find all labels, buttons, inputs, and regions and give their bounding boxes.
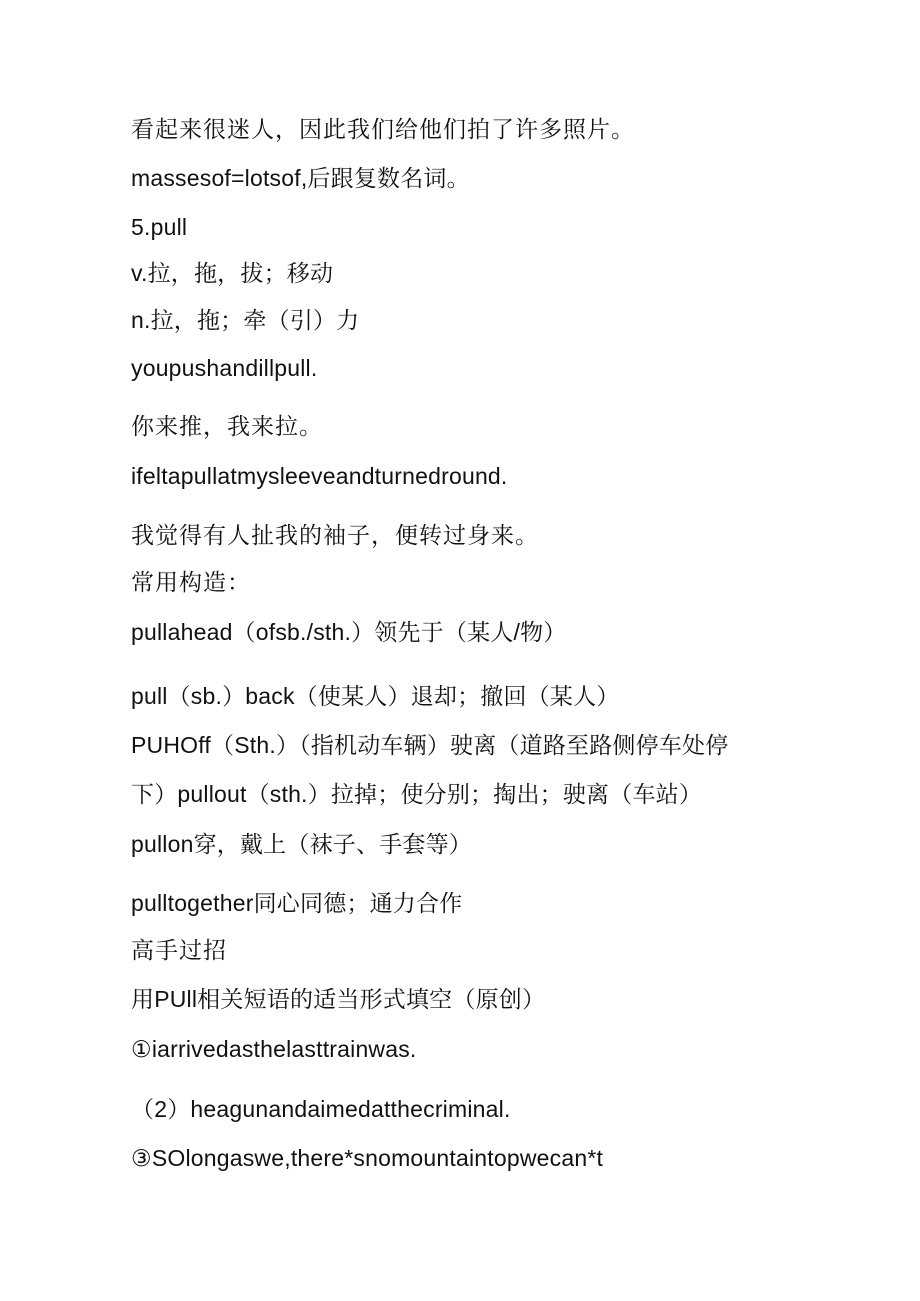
text-line-16: pulltogether同心同德；通力合作 [131,890,463,916]
text-line-21: ③SOlongaswe,there*snomountaintopwecan*t [131,1145,604,1171]
text-line-11: pullahead（ofsb./sth.）领先于（某人/物） [131,619,567,645]
text-line-6: youpushandillpull. [131,355,318,381]
text-line-10: 常用构造： [131,570,251,596]
text-line-19: ①iarrivedasthelasttrainwas. [131,1036,417,1062]
text-line-20: （2）heagunandaimedatthecriminal. [131,1096,511,1122]
text-line-17: 高手过招 [131,938,227,964]
text-line-1: 看起来很迷人，因此我们给他们拍了许多照片。 [131,117,635,143]
text-line-18: 用PUll相关短语的适当形式填空（原创） [131,986,546,1012]
text-line-9: 我觉得有人扯我的袖子，便转过身来。 [131,523,539,549]
text-line-13: PUHOff（Sth.）（指机动车辆）驶离（道路至路侧停车处停 [131,732,729,758]
text-line-8: ifeltapullatmysleeveandturnedround. [131,463,508,489]
text-line-3: 5.pull [131,214,188,240]
text-line-12: pull（sb.）back（使某人）退却；撤回（某人） [131,683,620,709]
text-line-15: pullon穿，戴上（袜子、手套等） [131,831,472,857]
text-line-14: 下）pullout（sth.）拉掉；使分别；掏出；驶离（车站） [131,781,703,807]
text-line-2: massesof=lotsof,后跟复数名词。 [131,165,470,191]
text-line-7: 你来推，我来拉。 [131,414,323,440]
text-line-4: v.拉，拖，拔；移动 [131,260,334,286]
text-line-5: n.拉，拖；牵（引）力 [131,307,360,333]
